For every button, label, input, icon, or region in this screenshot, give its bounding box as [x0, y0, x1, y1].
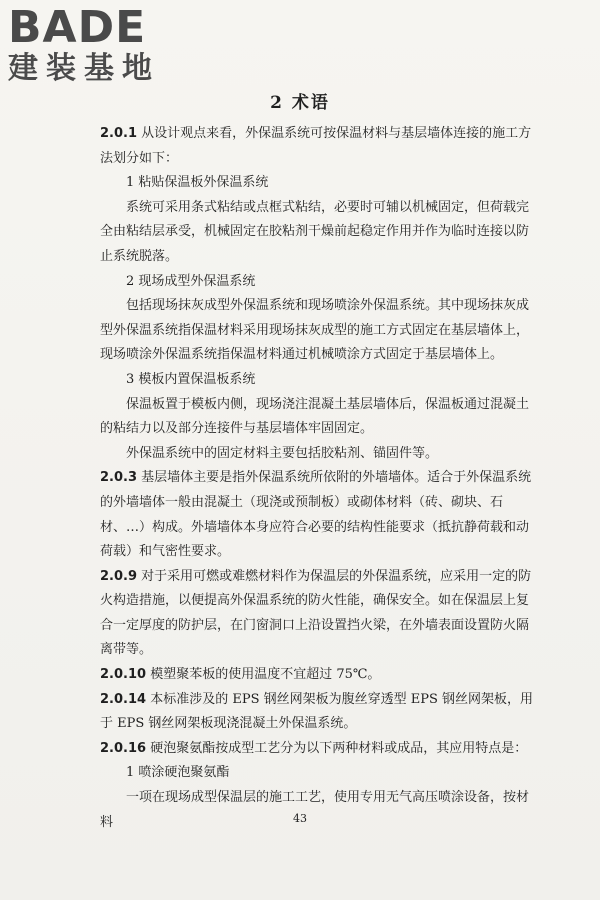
clause-2-0-14 [100, 688, 538, 737]
logo-subtitle: 建装基地 [8, 51, 160, 86]
clause-text: 对于采用可燃或难燃材料作为保温层的外保温系统，应采用一定的防火构造措施，以便提高外保温系统的防火性能，确保安全。如在保温层上复合一定厚度的防护层，在门窗洞口上沿设置挡火梁，在外墙表面设置防火隔离带等。 [100, 568, 532, 658]
clause-text: 本标准涉及的 EPS 钢丝网架板为腹丝穿透型 EPS 钢丝网架板，用于 EPS 钢丝网架板现浇混凝土外保温系统。 [100, 691, 534, 732]
watermark-logo [8, 2, 178, 86]
clause-number: 2.0.16 [100, 740, 147, 756]
item-text: 保温板置于模板内侧，现场浇注混凝土基层墙体后，保温板通过混凝土的粘结力以及部分连接件与基层墙体牢固固定。 [100, 396, 530, 437]
logo-brand: BADE [8, 2, 147, 53]
item-heading: 1 粘贴保温板外保温系统 [126, 175, 269, 191]
clause-number: 2.0.14 [100, 691, 147, 707]
clause-number: 2.0.9 [100, 568, 138, 584]
clause-2-0-10 [100, 663, 538, 688]
clause-text: 模塑聚苯板的使用温度不宜超过 75℃。 [150, 667, 381, 683]
item-text: 包括现场抹灰成型外保温系统和现场喷涂外保温系统。其中现场抹灰成型外保温系统指保温材料采用现场抹灰成型的施工方式固定在基层墙体上，现场喷涂外保温系统指保温材料通过机械喷涂方式固定于基层墙体上。 [100, 298, 530, 363]
clause-2-0-1 [100, 122, 538, 171]
clause-number: 2.0.3 [100, 470, 138, 486]
clause-text: 基层墙体主要是指外保温系统所依附的外墙墙体。适合于外保温系统的外墙墙体一般由混凝土（现浇或预制板）或砌体材料（砖、砌块、石材、…）构成。外墙墙体本身应符合必要的结构性能要求（抵抗静荷载和动荷载）和气密性要求。 [100, 470, 532, 560]
document-body [100, 122, 538, 835]
item-text: 一项在现场成型保温层的施工工艺，使用专用无气高压喷涂设备，按材料 [100, 790, 530, 830]
clause-2-0-16 [100, 737, 538, 762]
clause-text: 硬泡聚氨酯按成型工艺分为以下两种材料或成品，其应用特点是： [150, 740, 528, 756]
item-heading: 3 模板内置保温板系统 [126, 371, 256, 387]
clause-2-0-3 [100, 466, 538, 564]
item-heading: 2 现场成型外保温系统 [126, 273, 256, 289]
clause-number: 2.0.10 [100, 667, 147, 683]
clause-number: 2.0.1 [100, 126, 138, 141]
item-heading: 1 喷涂硬泡聚氨酯 [126, 765, 230, 781]
page-number: 43 [293, 812, 307, 825]
item-text: 系统可采用条式粘结或点框式粘结，必要时可辅以机械固定，但荷载完全由粘结层承受，机械固定在胶粘剂干燥前起稳定作用并作为临时连接以防止系统脱落。 [100, 199, 530, 264]
clause-closing: 外保温系统中的固定材料主要包括胶粘剂、锚固件等。 [126, 445, 439, 461]
chapter-title: 2 术语 [270, 93, 330, 113]
clause-2-0-9 [100, 565, 538, 663]
clause-text: 从设计观点来看，外保温系统可按保温材料与基层墙体连接的施工方法划分如下： [100, 126, 532, 166]
